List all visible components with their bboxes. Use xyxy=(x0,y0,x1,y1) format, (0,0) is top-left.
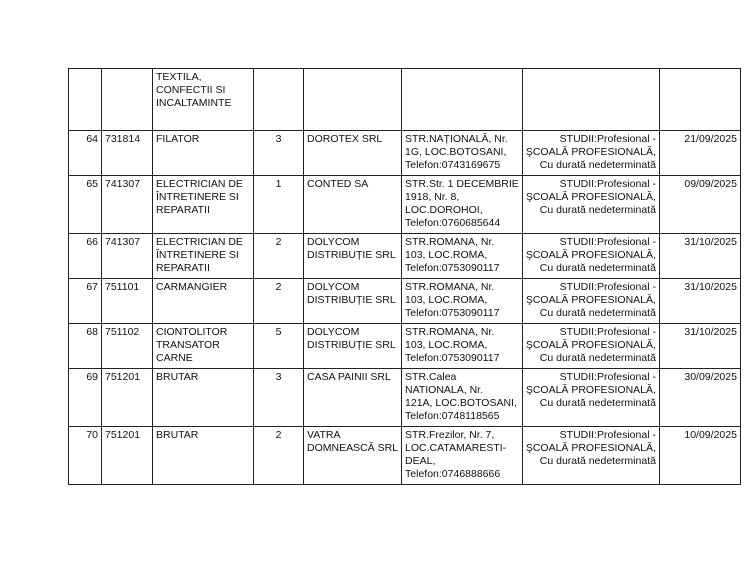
address-line: STR.NAȚIONALĂ, Nr. xyxy=(405,133,508,145)
address-cell xyxy=(402,234,523,279)
table-row xyxy=(69,234,741,279)
employer-line: DOROTEX SRL xyxy=(307,133,383,145)
cor-code-cell: 731814 xyxy=(102,131,153,176)
table-row xyxy=(69,131,741,176)
address-line: STR.Calea xyxy=(405,371,457,383)
table-row xyxy=(69,176,741,234)
address-line: 103, LOC.ROMA, xyxy=(405,339,488,351)
table-row xyxy=(69,427,741,485)
requirements-cell xyxy=(522,279,659,324)
requirements-cell xyxy=(522,234,659,279)
requirements-line: Cu durată nedeterminată xyxy=(539,455,656,467)
positions-cell: 3 xyxy=(254,369,304,427)
requirements-line: Cu durată nedeterminată xyxy=(539,262,656,274)
address-line: Telefon:0746888666 xyxy=(405,468,501,480)
occupation-cell xyxy=(153,427,254,485)
requirements-cell xyxy=(522,324,659,369)
employer-cell xyxy=(304,176,402,234)
cor-code-cell xyxy=(102,69,153,131)
requirements-cell xyxy=(522,69,659,131)
requirements-line: Cu durată nedeterminată xyxy=(539,159,656,171)
occupation-cell xyxy=(153,279,254,324)
job-vacancies-table xyxy=(68,68,741,485)
occupation-line: TEXTILA, xyxy=(156,71,202,83)
occupation-line: CARMANGIER xyxy=(156,281,228,293)
employer-cell xyxy=(304,279,402,324)
requirements-line: STUDII:Profesional - xyxy=(559,178,656,190)
table-row xyxy=(69,69,741,131)
address-line: 121A, LOC.BOTOSANI, xyxy=(405,397,517,409)
employer-cell xyxy=(304,131,402,176)
employer-line: DISTRIBUȚIE SRL xyxy=(307,249,396,261)
requirements-line: STUDII:Profesional - xyxy=(559,281,656,293)
occupation-line: BRUTAR xyxy=(156,429,199,441)
employer-cell xyxy=(304,69,402,131)
address-line: Telefon:0753090117 xyxy=(405,352,500,364)
cor-code-cell: 741307 xyxy=(102,234,153,279)
occupation-line: INCALTAMINTE xyxy=(156,97,232,109)
positions-cell: 3 xyxy=(254,131,304,176)
address-line: 1G, LOC.BOTOSANI, xyxy=(405,146,507,158)
address-line: DEAL, xyxy=(405,455,436,467)
employer-cell xyxy=(304,369,402,427)
employer-line: DOMNEASCĂ SRL xyxy=(307,442,399,454)
date-cell: 09/09/2025 xyxy=(659,176,740,234)
address-line: STR.Frezilor, Nr. 7, xyxy=(405,429,495,441)
address-line: Telefon:0753090117 xyxy=(405,262,500,274)
cor-code-cell: 751201 xyxy=(102,369,153,427)
positions-cell: 5 xyxy=(254,324,304,369)
requirements-line: STUDII:Profesional - xyxy=(559,429,656,441)
address-cell xyxy=(402,176,523,234)
row-number-cell: 70 xyxy=(69,427,102,485)
requirements-cell xyxy=(522,369,659,427)
cor-code-cell: 751201 xyxy=(102,427,153,485)
table-row xyxy=(69,324,741,369)
address-cell xyxy=(402,69,523,131)
employer-cell xyxy=(304,427,402,485)
cor-code-cell: 751101 xyxy=(102,279,153,324)
row-number-cell: 64 xyxy=(69,131,102,176)
occupation-cell xyxy=(153,69,254,131)
positions-cell xyxy=(254,69,304,131)
occupation-cell xyxy=(153,369,254,427)
occupation-cell xyxy=(153,176,254,234)
requirements-cell xyxy=(522,427,659,485)
address-cell xyxy=(402,427,523,485)
requirements-line: ŞCOALĂ PROFESIONALĂ, xyxy=(525,442,656,454)
occupation-line: CARNE xyxy=(156,352,193,364)
positions-cell: 2 xyxy=(254,427,304,485)
employer-cell xyxy=(304,324,402,369)
row-number-cell: 65 xyxy=(69,176,102,234)
date-cell: 10/09/2025 xyxy=(659,427,740,485)
date-cell xyxy=(659,69,740,131)
employer-line: VATRA xyxy=(307,429,341,441)
employer-line: CONTED SA xyxy=(307,178,369,190)
address-cell xyxy=(402,279,523,324)
address-line: Telefon:0753090117 xyxy=(405,307,500,319)
occupation-cell xyxy=(153,131,254,176)
date-cell: 31/10/2025 xyxy=(659,324,740,369)
requirements-line: STUDII:Profesional - xyxy=(559,133,656,145)
occupation-line: ELECTRICIAN DE xyxy=(156,178,243,190)
positions-cell: 2 xyxy=(254,279,304,324)
occupation-line: CIONTOLITOR xyxy=(156,326,228,338)
occupation-line: REPARATII xyxy=(156,204,210,216)
requirements-line: Cu durată nedeterminată xyxy=(539,397,656,409)
positions-cell: 2 xyxy=(254,234,304,279)
employer-line: DOLYCOM xyxy=(307,281,360,293)
positions-cell: 1 xyxy=(254,176,304,234)
occupation-cell xyxy=(153,234,254,279)
table-row xyxy=(69,279,741,324)
employer-line: DISTRIBUȚIE SRL xyxy=(307,294,396,306)
occupation-line: CONFECTII SI xyxy=(156,84,226,96)
requirements-line: Cu durată nedeterminată xyxy=(539,307,656,319)
address-line: Telefon:0748118565 xyxy=(405,410,500,422)
occupation-cell xyxy=(153,324,254,369)
table-body xyxy=(69,69,741,485)
row-number-cell: 68 xyxy=(69,324,102,369)
address-cell xyxy=(402,324,523,369)
requirements-line: STUDII:Profesional - xyxy=(559,326,656,338)
requirements-line: ŞCOALĂ PROFESIONALĂ, xyxy=(525,191,656,203)
address-line: STR.ROMANA, Nr. xyxy=(405,236,495,248)
occupation-line: ELECTRICIAN DE xyxy=(156,236,243,248)
requirements-line: ŞCOALĂ PROFESIONALĂ, xyxy=(525,384,656,396)
address-line: Telefon:0743169675 xyxy=(405,159,501,171)
address-line: 103, LOC.ROMA, xyxy=(405,249,488,261)
date-cell: 31/10/2025 xyxy=(659,279,740,324)
occupation-line: BRUTAR xyxy=(156,371,199,383)
cor-code-cell: 751102 xyxy=(102,324,153,369)
row-number-cell: 69 xyxy=(69,369,102,427)
requirements-line: Cu durată nedeterminată xyxy=(539,204,656,216)
table-row xyxy=(69,369,741,427)
date-cell: 31/10/2025 xyxy=(659,234,740,279)
requirements-line: Cu durată nedeterminată xyxy=(539,352,656,364)
address-line: LOC.CATAMARESTI- xyxy=(405,442,507,454)
row-number-cell xyxy=(69,69,102,131)
occupation-line: ÎNTRETINERE SI xyxy=(156,191,239,203)
address-cell xyxy=(402,131,523,176)
address-line: STR.ROMANA, Nr. xyxy=(405,326,495,338)
requirements-line: STUDII:Profesional - xyxy=(559,371,656,383)
address-line: STR.Str. 1 DECEMBRIE xyxy=(405,178,519,190)
requirements-cell xyxy=(522,131,659,176)
address-line: 103, LOC.ROMA, xyxy=(405,294,488,306)
address-line: LOC.DOROHOI, xyxy=(405,204,483,216)
address-line: NATIONALA, Nr. xyxy=(405,384,484,396)
cor-code-cell: 741307 xyxy=(102,176,153,234)
occupation-line: FILATOR xyxy=(156,133,200,145)
occupation-line: TRANSATOR xyxy=(156,339,220,351)
requirements-line: ŞCOALĂ PROFESIONALĂ, xyxy=(525,146,656,158)
occupation-line: ÎNTRETINERE SI xyxy=(156,249,239,261)
requirements-cell xyxy=(522,176,659,234)
date-cell: 21/09/2025 xyxy=(659,131,740,176)
employer-line: DISTRIBUȚIE SRL xyxy=(307,339,396,351)
requirements-line: ŞCOALĂ PROFESIONALĂ, xyxy=(525,339,656,351)
employer-line: DOLYCOM xyxy=(307,236,360,248)
requirements-line: ŞCOALĂ PROFESIONALĂ, xyxy=(525,294,656,306)
occupation-line: REPARATII xyxy=(156,262,210,274)
address-cell xyxy=(402,369,523,427)
address-line: 1918, Nr. 8, xyxy=(405,191,460,203)
address-line: STR.ROMANA, Nr. xyxy=(405,281,495,293)
employer-cell xyxy=(304,234,402,279)
requirements-line: STUDII:Profesional - xyxy=(559,236,656,248)
requirements-line: ŞCOALĂ PROFESIONALĂ, xyxy=(525,249,656,261)
employer-line: DOLYCOM xyxy=(307,326,360,338)
employer-line: CASA PAINII SRL xyxy=(307,371,391,383)
row-number-cell: 67 xyxy=(69,279,102,324)
date-cell: 30/09/2025 xyxy=(659,369,740,427)
address-line: Telefon:0760685644 xyxy=(405,217,501,229)
row-number-cell: 66 xyxy=(69,234,102,279)
